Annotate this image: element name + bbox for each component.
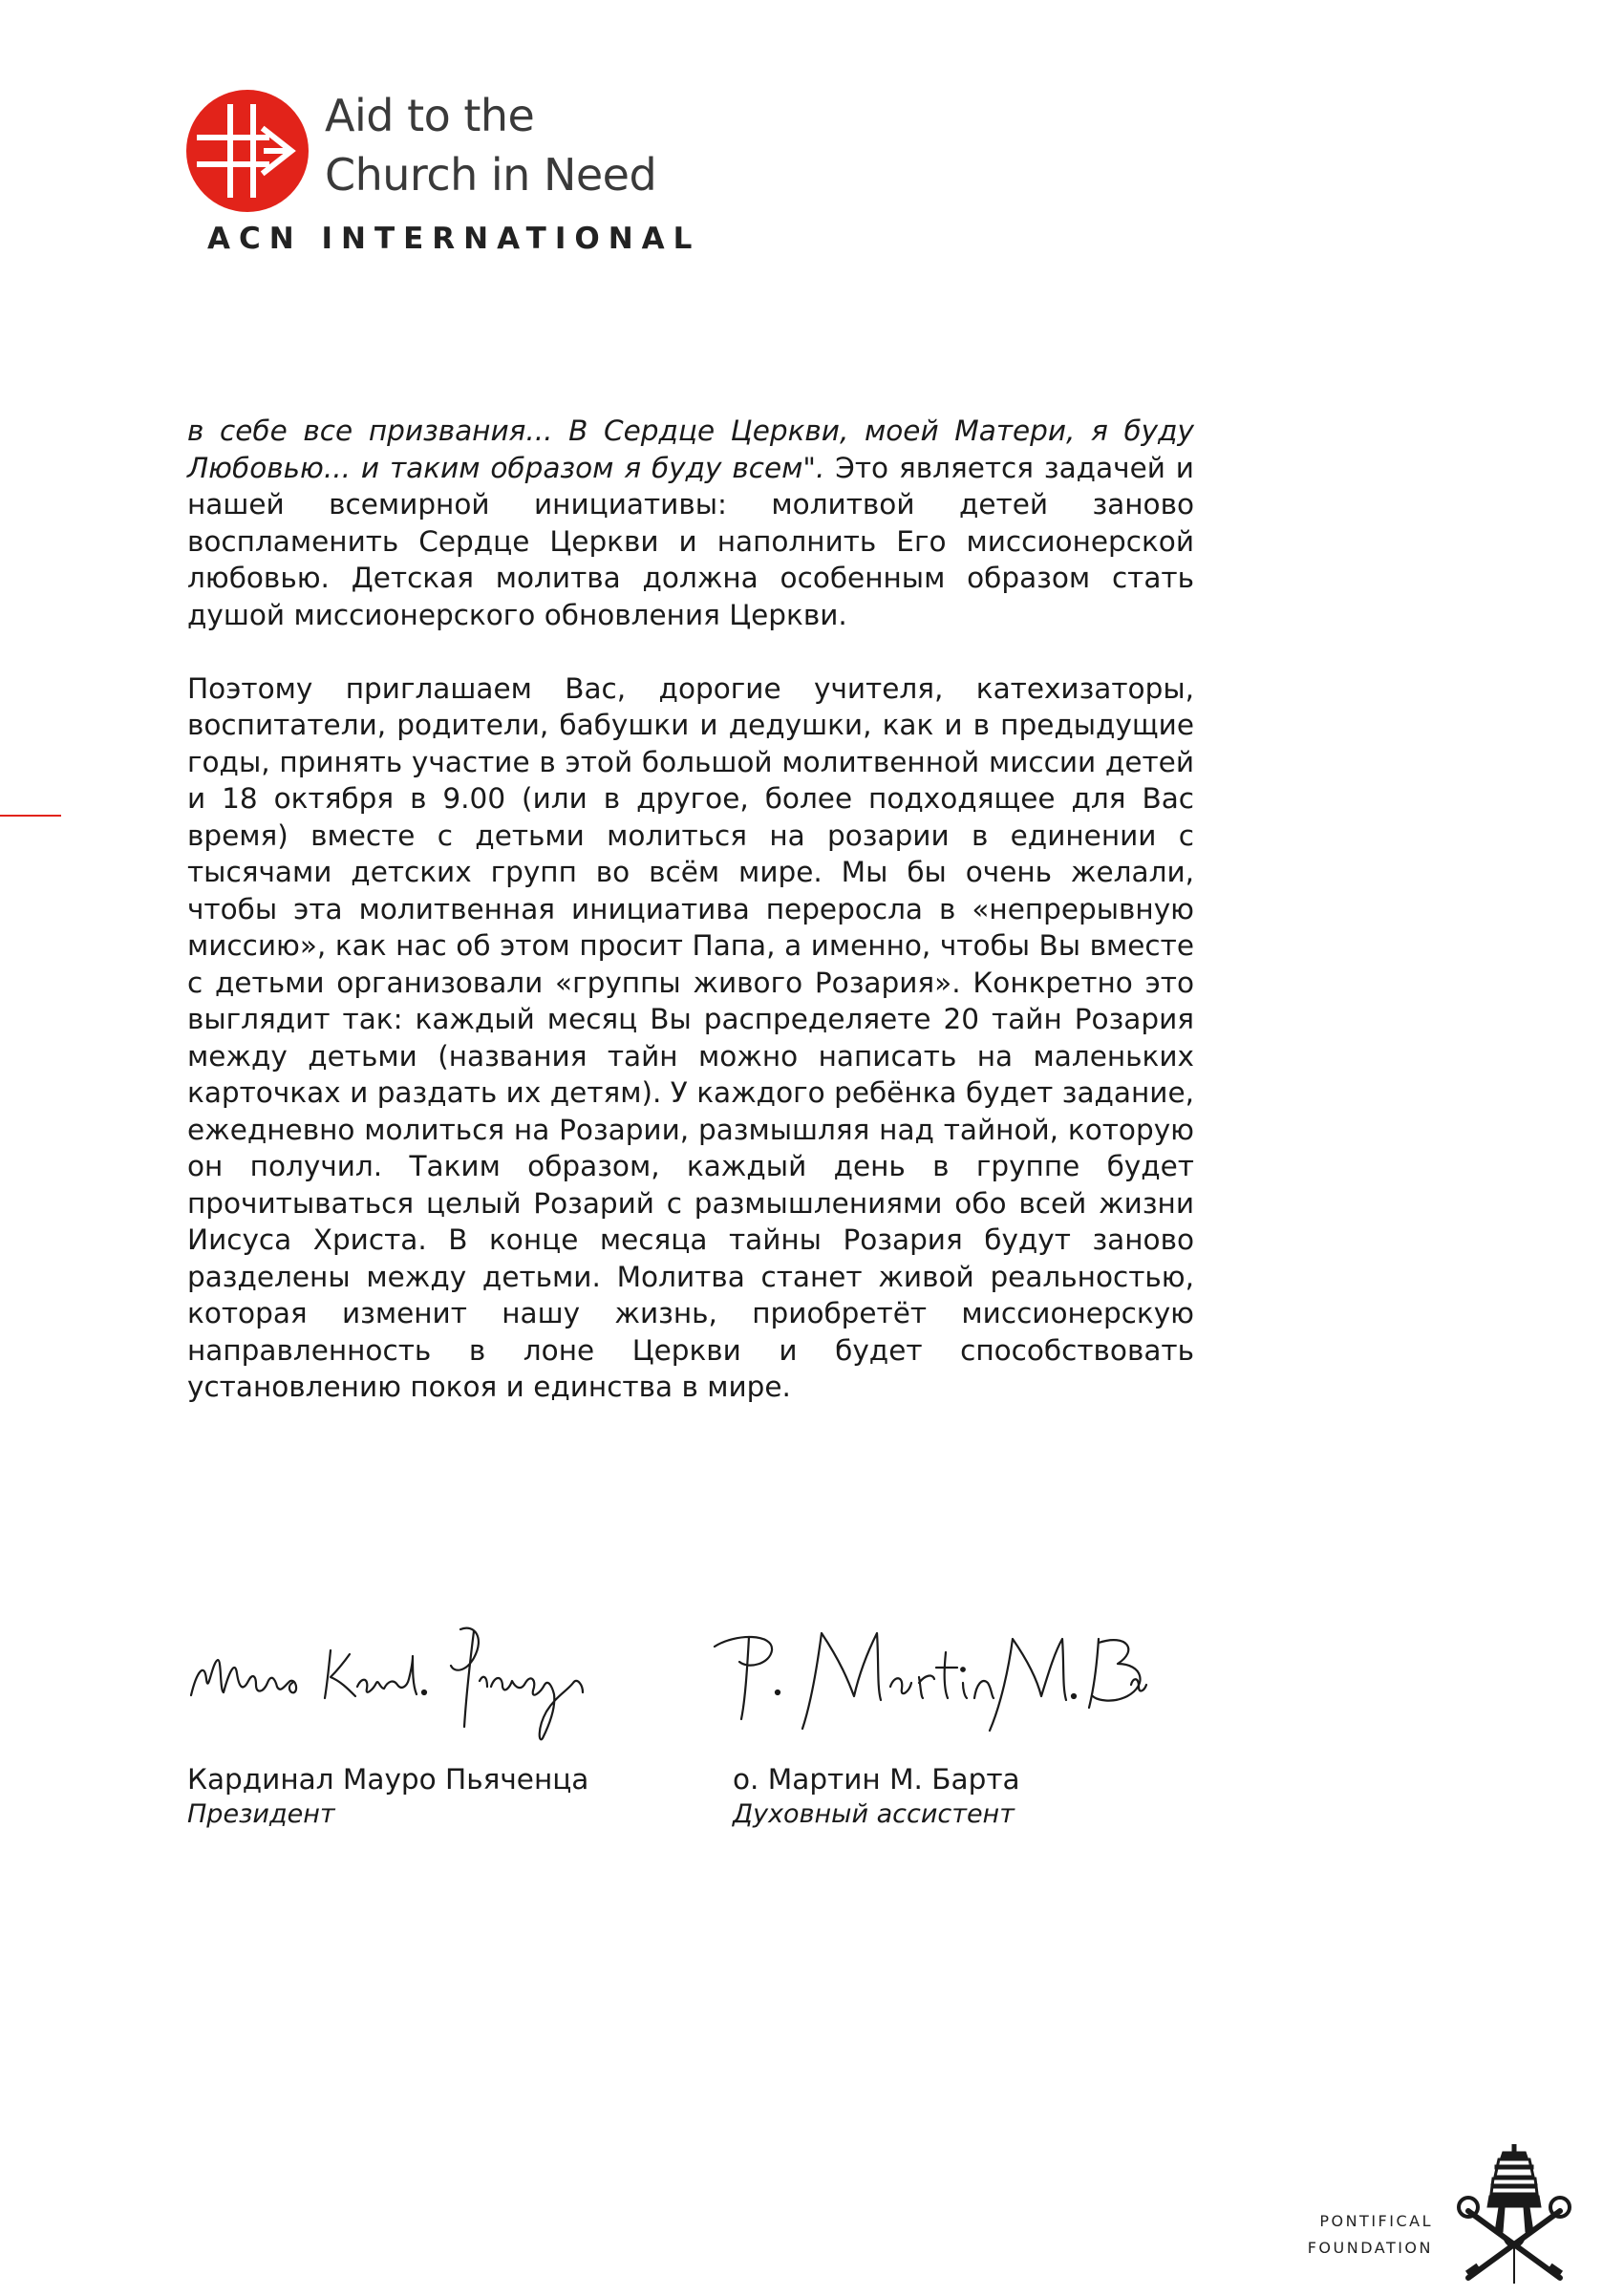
signatory-role-president: Президент	[187, 1799, 335, 1829]
fold-mark	[0, 815, 61, 817]
signatory-role-assistant: Духовный ассистент	[733, 1799, 1015, 1829]
logo-international: ACN INTERNATIONAL	[207, 222, 701, 256]
pontifical-line-1: PONTIFICAL	[1319, 2212, 1433, 2230]
acn-cross-logo-icon	[186, 90, 309, 212]
logo-line-1: Aid to the	[325, 90, 535, 141]
acn-logo	[186, 90, 721, 262]
signature-block-assistant	[707, 1605, 1185, 1832]
paragraph-1	[187, 413, 1194, 633]
logo-line-2: Church in Need	[325, 149, 657, 201]
paragraph-2: Поэтому приглашаем Вас, дорогие учителя, катехизаторы, воспитатели, родители, бабушки и дедушки, как и в предыдущие годы, принять участие в этой большой молитвенной миссии детей и 18 октября в 9.00 (или в другое, более подходящее для Вас время) вместе с детьми молиться на розарии в единении с тысячами детских групп во всём мире. Мы бы очень желали, чтобы эта молитвенная инициатива переросла в «непрерывную миссию», как нас об этом просит Папа, а именно, чтобы Вы вместе с детьми организовали «группы живого Розария». Конкретно это выглядит так: каждый месяц Вы распределяете 20 тайн Розария между детьми (названия тайн можно написать на маленьких карточках и раздать их детям). У каждого ребёнка будет задание, ежедневно молиться на Розарии, размышляя над тайной, которую он получил. Таким образом, каждый день в группе будет прочитываться целый Розарий с размышлениями обо всей жизни Иисуса Христа. В конце месяца тайны Розария будут заново разделены между детьми. Молитва станет живой реальностью, которая изменит нашу жизнь, приобретёт миссионерскую направленность в лоне Церкви и будет способствовать установлению покоя и единства в мире.	[187, 671, 1194, 1403]
signatory-name-president: Кардинал Мауро Пьяченца	[187, 1763, 589, 1796]
signature-block-president	[187, 1605, 684, 1832]
signatory-name-assistant: о. Мартин М. Барта	[733, 1763, 1020, 1796]
signature-barta	[707, 1605, 1165, 1748]
paragraph-1-rest: Это является задачей и нашей всемирной инициативы: молитвой детей заново воспламенить Сердце Церкви и наполнить Его миссионерской любовью. Детская молитва должна особенным образом стать душой миссионерского обновления Церкви.	[187, 451, 1194, 631]
letter-body	[187, 413, 1194, 1406]
signature-piacenza	[187, 1605, 608, 1748]
pontifical-line-2: FOUNDATION	[1307, 2239, 1433, 2257]
papal-keys-tiara-icon	[1457, 2144, 1571, 2287]
pontifical-foundation-label	[1299, 2208, 1433, 2262]
paragraph-1-quote: в себе все призвания... В Сердце Церкви, моей Матери, я буду Любовью... и таким образом я буду всем".	[187, 415, 1194, 484]
